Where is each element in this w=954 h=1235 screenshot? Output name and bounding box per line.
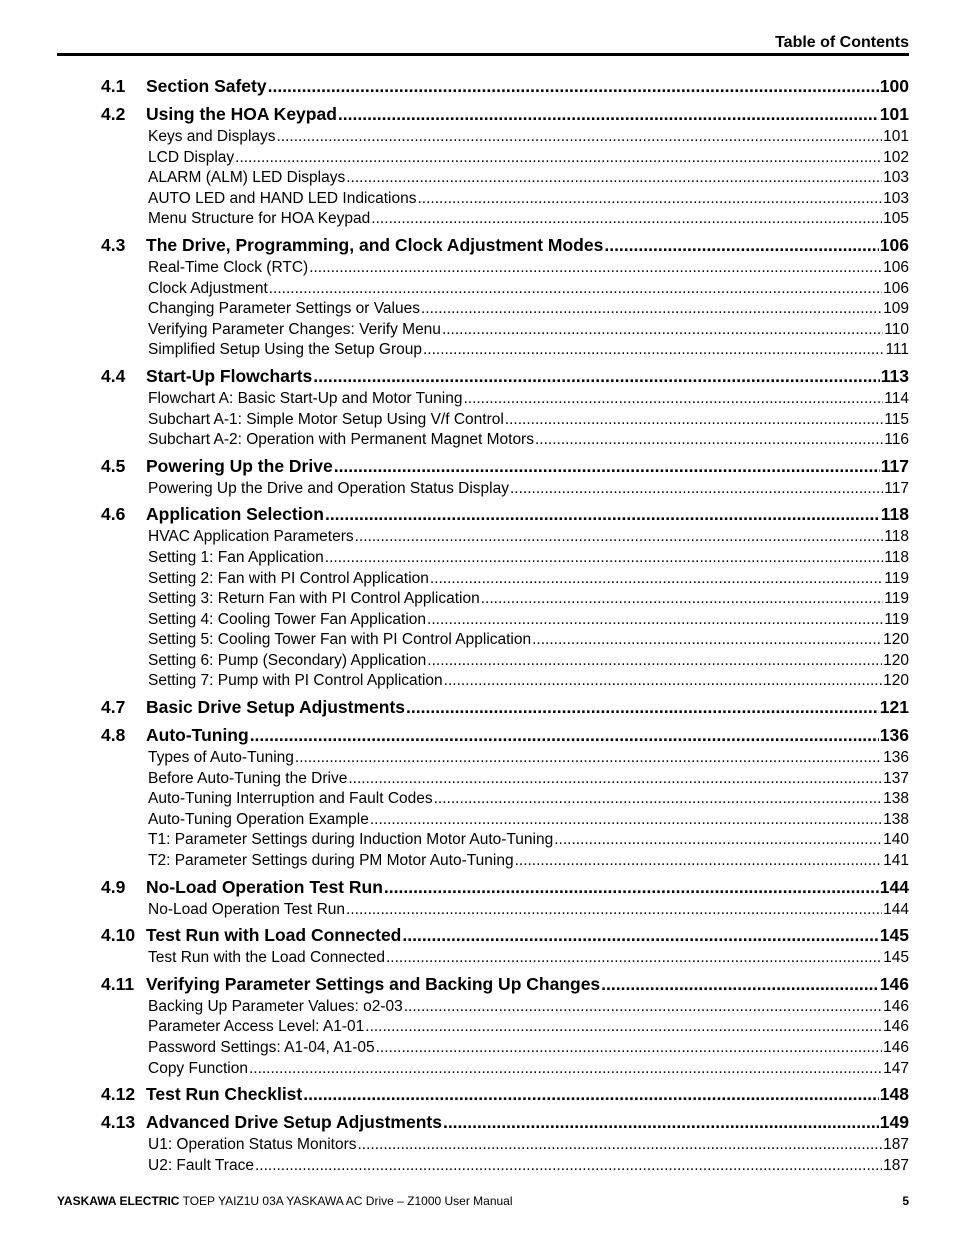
subsection-page-number: 147 [883, 1059, 909, 1077]
subsection-page-number: 138 [883, 810, 909, 828]
dot-leader [443, 1110, 879, 1135]
toc-section-entry[interactable] [101, 502, 909, 527]
section-page-number: 113 [880, 365, 909, 386]
toc-section-entry[interactable] [101, 1082, 909, 1107]
table-of-contents [101, 74, 909, 1176]
subsection-page-number: 118 [884, 528, 909, 546]
subsection-title: Setting 6: Pump (Secondary) Application [148, 651, 427, 669]
subsection-page-number: 145 [883, 949, 909, 967]
toc-section-entry[interactable] [101, 102, 909, 127]
footer-page-number: 5 [902, 1194, 909, 1208]
dot-leader [303, 1082, 879, 1107]
toc-section-entry[interactable] [101, 233, 909, 258]
subsection-title: U2: Fault Trace [148, 1156, 254, 1174]
subsection-page-number: 120 [883, 631, 909, 649]
dot-leader [358, 1135, 883, 1156]
section-title: Test Run with Load Connected [146, 925, 402, 946]
subsection-title: Setting 1: Fan Application [148, 548, 324, 566]
dot-leader [348, 769, 882, 790]
subsection-title: Subchart A-2: Operation with Permanent Magnet Motors [148, 431, 534, 449]
subsection-page-number: 144 [883, 900, 909, 918]
footer-brand: YASKAWA ELECTRIC [57, 1194, 180, 1208]
toc-subsection-entry[interactable] [101, 1038, 909, 1059]
subsection-title: Keys and Displays [148, 128, 276, 145]
dot-leader [371, 209, 882, 230]
section-number: 4.13 [101, 1112, 136, 1133]
subsection-page-number: 106 [883, 258, 909, 276]
dot-leader [338, 102, 879, 127]
subsection-page-number: 102 [883, 148, 909, 166]
subsection-title: Test Run with the Load Connected [148, 949, 385, 967]
section-title: The Drive, Programming, and Clock Adjustment Modes [146, 234, 604, 255]
toc-subsection-entry[interactable] [101, 630, 909, 651]
toc-subsection-entry[interactable] [101, 479, 909, 500]
section-number: 4.6 [101, 504, 126, 525]
section-title: Verifying Parameter Settings and Backing Up Changes [146, 973, 601, 994]
subsection-title: T2: Parameter Settings during PM Motor Auto-Tuning [148, 852, 514, 870]
subsection-page-number: 116 [884, 431, 909, 449]
toc-subsection-entry[interactable] [101, 589, 909, 610]
dot-leader [269, 279, 882, 300]
toc-subsection-entry[interactable] [101, 671, 909, 692]
dot-leader [365, 1017, 882, 1038]
subsection-page-number: 138 [883, 790, 909, 808]
dot-leader [427, 610, 883, 631]
dot-leader [325, 548, 883, 569]
dot-leader [334, 454, 880, 479]
subsection-page-number: 105 [883, 210, 909, 228]
dot-leader [421, 299, 882, 320]
subsection-title: Setting 3: Return Fan with PI Control Application [148, 590, 480, 608]
dot-leader [404, 997, 882, 1018]
dot-leader [554, 830, 882, 851]
dot-leader [444, 671, 882, 692]
subsection-page-number: 146 [883, 997, 909, 1015]
section-page-number: 146 [879, 973, 909, 994]
toc-subsection-entry[interactable] [101, 148, 909, 169]
subsection-title: Before Auto-Tuning the Drive [148, 769, 348, 787]
section-number: 4.7 [101, 697, 126, 718]
subsection-title: Menu Structure for HOA Keypad [148, 210, 371, 228]
subsection-title: Changing Parameter Settings or Values [148, 300, 420, 318]
dot-leader [427, 651, 882, 672]
subsection-page-number: 106 [883, 279, 909, 297]
header-title: Table of Contents [775, 34, 909, 51]
toc-subsection-entry[interactable] [101, 748, 909, 769]
subsection-title: Auto-Tuning Operation Example [148, 810, 369, 828]
toc-subsection-entry[interactable] [101, 340, 909, 361]
toc-section-entry[interactable] [101, 364, 909, 389]
section-number: 4.2 [101, 104, 126, 124]
toc-section-entry[interactable] [101, 972, 909, 997]
subsection-title: Types of Auto-Tuning [148, 749, 294, 767]
section-page-number: 145 [879, 925, 909, 946]
section-number: 4.10 [101, 925, 136, 946]
dot-leader [442, 320, 883, 341]
dot-leader [463, 389, 883, 410]
section-number: 4.9 [101, 876, 126, 897]
section-number: 4.4 [101, 365, 126, 386]
toc-subsection-entry[interactable] [101, 258, 909, 279]
section-page-number: 106 [879, 234, 909, 255]
toc-section-entry[interactable] [101, 1110, 909, 1135]
subsection-page-number: 187 [883, 1136, 909, 1154]
section-title: Application Selection [146, 504, 324, 525]
section-title: Basic Drive Setup Adjustments [146, 697, 406, 718]
section-number: 4.3 [101, 234, 126, 255]
toc-subsection-entry[interactable] [101, 209, 909, 230]
subsection-page-number: 103 [883, 169, 909, 187]
dot-leader [481, 589, 884, 610]
toc-subsection-entry[interactable] [101, 948, 909, 969]
toc-section-entry[interactable] [101, 923, 909, 948]
subsection-page-number: 146 [883, 1018, 909, 1036]
subsection-title: Real-Time Clock (RTC) [148, 258, 309, 276]
dot-leader [505, 410, 883, 431]
subsection-title: T1: Parameter Settings during Induction Motor Auto-Tuning [148, 831, 554, 849]
dot-leader [402, 923, 878, 948]
subsection-page-number: 103 [883, 189, 909, 207]
section-page-number: 148 [879, 1084, 909, 1105]
dot-leader [277, 127, 883, 148]
subsection-page-number: 136 [883, 749, 909, 767]
subsection-title: Flowchart A: Basic Start-Up and Motor Tuning [148, 389, 463, 407]
subsection-page-number: 109 [883, 300, 909, 318]
header-rule [57, 53, 909, 56]
section-title: Advanced Drive Setup Adjustments [146, 1112, 442, 1133]
dot-leader [346, 168, 882, 189]
subsection-page-number: 119 [884, 590, 909, 608]
subsection-title: Backing Up Parameter Values: o2-03 [148, 997, 403, 1015]
footer [57, 1194, 909, 1208]
dot-leader [384, 875, 879, 900]
toc-subsection-entry[interactable] [101, 299, 909, 320]
section-page-number: 118 [880, 504, 909, 525]
subsection-page-number: 115 [884, 410, 909, 428]
subsection-title: Password Settings: A1-04, A1-05 [148, 1039, 375, 1056]
dot-leader [406, 695, 879, 720]
section-page-number: 121 [879, 697, 909, 718]
toc-subsection-entry[interactable] [101, 410, 909, 431]
subsection-title: Setting 5: Cooling Tower Fan with PI Control Application [148, 631, 532, 649]
subsection-page-number: 114 [884, 389, 909, 407]
section-number: 4.11 [101, 973, 135, 994]
section-title: Test Run Checklist [146, 1084, 303, 1105]
toc-subsection-entry[interactable] [101, 810, 909, 831]
toc-section-entry[interactable] [101, 695, 909, 720]
section-number: 4.1 [101, 76, 126, 96]
dot-leader [376, 1038, 883, 1059]
toc-subsection-entry[interactable] [101, 1156, 909, 1177]
section-title: Using the HOA Keypad [146, 104, 337, 124]
dot-leader [423, 340, 884, 361]
dot-leader [346, 900, 882, 921]
dot-leader [386, 948, 882, 969]
toc-subsection-entry[interactable] [101, 789, 909, 810]
toc-section-entry[interactable] [101, 723, 909, 748]
toc-subsection-entry[interactable] [101, 1059, 909, 1080]
toc-subsection-entry[interactable] [101, 610, 909, 631]
toc-subsection-entry[interactable] [101, 1135, 909, 1156]
toc-section-entry[interactable] [101, 875, 909, 900]
dot-leader [370, 810, 882, 831]
subsection-title: Auto-Tuning Interruption and Fault Codes [148, 790, 433, 808]
toc-subsection-entry[interactable] [101, 527, 909, 548]
subsection-page-number: 137 [883, 769, 909, 787]
subsection-title: No-Load Operation Test Run [148, 900, 346, 918]
subsection-title: ALARM (ALM) LED Displays [148, 169, 346, 187]
section-page-number: 136 [879, 725, 909, 746]
subsection-title: Parameter Access Level: A1-01 [148, 1018, 365, 1036]
section-number: 4.8 [101, 725, 126, 746]
subsection-title: Setting 2: Fan with PI Control Application [148, 569, 429, 587]
subsection-title: Powering Up the Drive and Operation Status Display [148, 479, 509, 497]
section-title: Powering Up the Drive [146, 455, 333, 476]
toc-subsection-entry[interactable] [101, 430, 909, 451]
toc-subsection-entry[interactable] [101, 851, 909, 872]
dot-leader [601, 972, 879, 997]
toc-subsection-entry[interactable] [101, 769, 909, 790]
subsection-title: Verifying Parameter Changes: Verify Menu [148, 320, 441, 338]
dot-leader [295, 748, 882, 769]
subsection-page-number: 120 [883, 651, 909, 669]
toc-subsection-entry[interactable] [101, 127, 909, 148]
subsection-page-number: 120 [883, 672, 909, 690]
section-title: Section Safety [146, 76, 267, 96]
subsection-title: Clock Adjustment [148, 279, 268, 297]
dot-leader [309, 258, 882, 279]
subsection-title: U1: Operation Status Monitors [148, 1136, 357, 1154]
section-title: No-Load Operation Test Run [146, 876, 383, 897]
toc-subsection-entry[interactable] [101, 548, 909, 569]
dot-leader [268, 74, 879, 99]
subsection-title: AUTO LED and HAND LED Indications [148, 189, 417, 207]
toc-subsection-entry[interactable] [101, 320, 909, 341]
toc-subsection-entry[interactable] [101, 389, 909, 410]
section-page-number: 117 [880, 455, 909, 476]
toc-subsection-entry[interactable] [101, 279, 909, 300]
toc-subsection-entry[interactable] [101, 651, 909, 672]
subsection-title: Subchart A-1: Simple Motor Setup Using V/f Control [148, 410, 504, 428]
dot-leader [535, 430, 883, 451]
section-page-number: 101 [879, 104, 909, 124]
subsection-title: HVAC Application Parameters [148, 528, 354, 546]
toc-subsection-entry[interactable] [101, 569, 909, 590]
dot-leader [515, 851, 883, 872]
subsection-title: Simplified Setup Using the Setup Group [148, 341, 422, 359]
dot-leader [434, 789, 883, 810]
footer-doc-title: TOEP YAIZ1U 03A YASKAWA AC Drive – Z1000 User Manual [182, 1194, 513, 1208]
toc-section-entry[interactable] [101, 74, 909, 99]
subsection-page-number: 187 [883, 1156, 909, 1174]
dot-leader [355, 527, 884, 548]
dot-leader [604, 233, 878, 258]
section-number: 4.5 [101, 455, 126, 476]
subsection-page-number: 119 [884, 610, 909, 628]
toc-section-entry[interactable] [101, 454, 909, 479]
dot-leader [430, 569, 883, 590]
section-title: Auto-Tuning [146, 725, 249, 746]
subsection-page-number: 119 [884, 569, 909, 587]
subsection-page-number: 141 [883, 852, 909, 870]
dot-leader [510, 479, 883, 500]
dot-leader [255, 1156, 882, 1177]
subsection-page-number: 146 [883, 1039, 909, 1056]
toc-subsection-entry[interactable] [101, 168, 909, 189]
dot-leader [250, 723, 879, 748]
dot-leader [325, 502, 880, 527]
subsection-page-number: 101 [883, 128, 909, 145]
subsection-title: Setting 4: Cooling Tower Fan Application [148, 610, 427, 628]
subsection-page-number: 140 [883, 831, 909, 849]
subsection-title: Setting 7: Pump with PI Control Application [148, 672, 443, 690]
dot-leader [249, 1059, 882, 1080]
subsection-page-number: 111 [885, 341, 909, 359]
subsection-title: LCD Display [148, 148, 235, 166]
subsection-title: Copy Function [148, 1059, 248, 1077]
toc-subsection-entry[interactable] [101, 189, 909, 210]
dot-leader [235, 148, 882, 169]
toc-subsection-entry[interactable] [101, 1017, 909, 1038]
section-page-number: 144 [879, 876, 909, 897]
section-page-number: 149 [879, 1112, 909, 1133]
dot-leader [313, 364, 879, 389]
toc-subsection-entry[interactable] [101, 830, 909, 851]
subsection-page-number: 110 [884, 320, 909, 338]
section-page-number: 100 [879, 76, 909, 96]
dot-leader [532, 630, 882, 651]
toc-subsection-entry[interactable] [101, 900, 909, 921]
section-number: 4.12 [101, 1084, 136, 1105]
section-title: Start-Up Flowcharts [146, 365, 313, 386]
subsection-page-number: 118 [884, 548, 909, 566]
subsection-page-number: 117 [884, 479, 909, 497]
toc-subsection-entry[interactable] [101, 997, 909, 1018]
dot-leader [418, 189, 883, 210]
